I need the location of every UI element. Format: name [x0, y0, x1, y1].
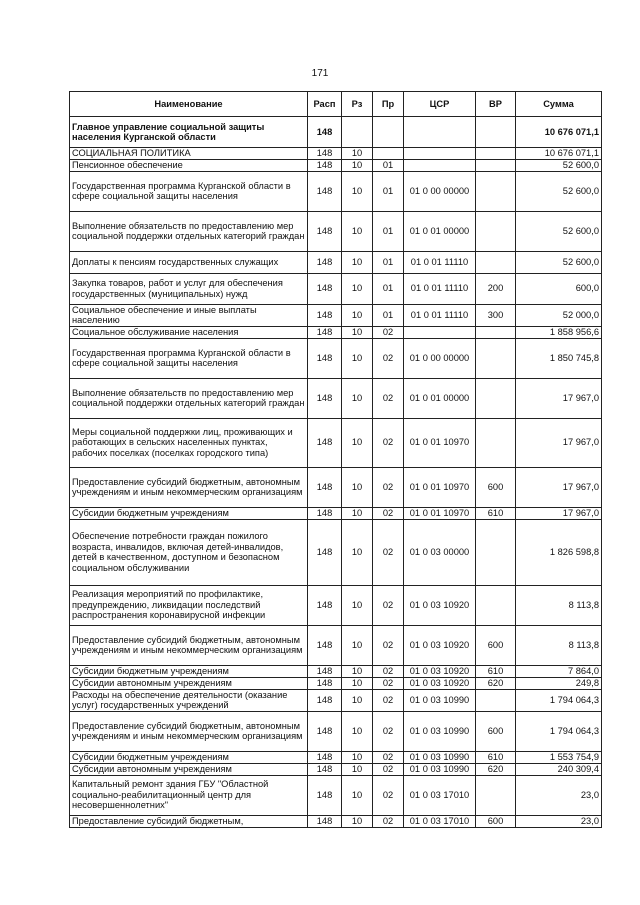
table-row [70, 751, 602, 763]
row-name: СОЦИАЛЬНАЯ ПОЛИТИКА [70, 148, 308, 160]
row-sum: 23,0 [516, 775, 602, 815]
row-rz: 10 [342, 763, 373, 775]
row-pr: 02 [373, 378, 404, 418]
table-row [70, 159, 602, 171]
row-sum: 52 600,0 [516, 251, 602, 273]
table-row [70, 625, 602, 665]
row-pr: 02 [373, 775, 404, 815]
row-pr: 02 [373, 689, 404, 711]
row-sum: 1 794 064,3 [516, 689, 602, 711]
row-vr: 600 [476, 815, 516, 827]
table-row [70, 304, 602, 326]
table-row [70, 467, 602, 507]
row-csr: 01 0 01 11110 [404, 273, 476, 304]
row-sum: 17 967,0 [516, 418, 602, 467]
header-vr: ВР [476, 92, 516, 117]
row-vr [476, 159, 516, 171]
row-sum: 1 553 754,9 [516, 751, 602, 763]
row-rz: 10 [342, 711, 373, 751]
row-rasp: 148 [308, 763, 342, 775]
row-sum: 8 113,8 [516, 625, 602, 665]
row-csr: 01 0 03 10920 [404, 585, 476, 625]
row-sum: 1 858 956,6 [516, 326, 602, 338]
row-vr [476, 378, 516, 418]
row-sum: 1 850 745,8 [516, 338, 602, 378]
row-sum: 52 600,0 [516, 211, 602, 251]
header-rasp: Расп [308, 92, 342, 117]
row-name: Главное управление социальной защиты населения Курганской области [70, 117, 308, 148]
row-csr: 01 0 03 10990 [404, 751, 476, 763]
row-name: Субсидии автономным учреждениям [70, 677, 308, 689]
row-csr: 01 0 01 10970 [404, 507, 476, 519]
row-rz: 10 [342, 665, 373, 677]
table-row [70, 171, 602, 211]
row-sum: 23,0 [516, 815, 602, 827]
row-rz: 10 [342, 689, 373, 711]
row-vr: 200 [476, 273, 516, 304]
row-rasp: 148 [308, 171, 342, 211]
row-vr: 620 [476, 763, 516, 775]
row-sum: 7 864,0 [516, 665, 602, 677]
row-name: Меры социальной поддержки лиц, проживающих и работающих в сельских населенных пунктах, рабочих поселках (поселках городского типа) [70, 418, 308, 467]
row-rz [342, 117, 373, 148]
row-pr: 02 [373, 507, 404, 519]
row-rz: 10 [342, 815, 373, 827]
row-vr: 600 [476, 711, 516, 751]
row-rz: 10 [342, 519, 373, 585]
row-name: Предоставление субсидий бюджетным, автономным учреждениям и иным некоммерческим организациям [70, 467, 308, 507]
row-rasp: 148 [308, 467, 342, 507]
row-rz: 10 [342, 751, 373, 763]
row-pr [373, 148, 404, 160]
row-rz: 10 [342, 585, 373, 625]
row-sum: 10 676 071,1 [516, 117, 602, 148]
row-csr [404, 326, 476, 338]
row-rasp: 148 [308, 148, 342, 160]
row-vr [476, 418, 516, 467]
row-vr [476, 148, 516, 160]
row-rasp: 148 [308, 251, 342, 273]
table-row [70, 815, 602, 827]
row-rasp: 148 [308, 665, 342, 677]
row-csr [404, 117, 476, 148]
row-rasp: 148 [308, 326, 342, 338]
row-vr: 620 [476, 677, 516, 689]
row-rasp: 148 [308, 815, 342, 827]
row-vr: 610 [476, 751, 516, 763]
row-rz: 10 [342, 775, 373, 815]
table-row [70, 378, 602, 418]
row-rasp: 148 [308, 211, 342, 251]
row-csr: 01 0 01 10970 [404, 467, 476, 507]
table-row [70, 418, 602, 467]
row-name: Пенсионное обеспечение [70, 159, 308, 171]
row-vr: 610 [476, 507, 516, 519]
row-rz: 10 [342, 625, 373, 665]
row-csr: 01 0 03 10920 [404, 677, 476, 689]
row-rasp: 148 [308, 519, 342, 585]
row-name: Субсидии бюджетным учреждениям [70, 751, 308, 763]
row-name: Государственная программа Курганской области в сфере социальной защиты населения [70, 171, 308, 211]
header-name: Наименование [70, 92, 308, 117]
table-header-row [70, 92, 602, 117]
row-csr: 01 0 03 17010 [404, 775, 476, 815]
table-row [70, 585, 602, 625]
row-vr [476, 689, 516, 711]
row-pr: 02 [373, 585, 404, 625]
row-rasp: 148 [308, 751, 342, 763]
row-pr: 02 [373, 751, 404, 763]
row-sum: 8 113,8 [516, 585, 602, 625]
row-vr [476, 338, 516, 378]
row-csr: 01 0 01 10970 [404, 418, 476, 467]
row-rasp: 148 [308, 273, 342, 304]
row-rasp: 148 [308, 507, 342, 519]
row-sum: 52 600,0 [516, 159, 602, 171]
row-rasp: 148 [308, 677, 342, 689]
row-csr: 01 0 01 11110 [404, 251, 476, 273]
row-name: Субсидии автономным учреждениям [70, 763, 308, 775]
row-pr: 02 [373, 711, 404, 751]
row-vr: 600 [476, 625, 516, 665]
row-sum: 1 826 598,8 [516, 519, 602, 585]
row-pr: 02 [373, 519, 404, 585]
row-csr: 01 0 03 10990 [404, 711, 476, 751]
row-rz: 10 [342, 338, 373, 378]
row-name: Выполнение обязательств по предоставлению мер социальной поддержки отдельных категорий граждан [70, 211, 308, 251]
row-vr [476, 519, 516, 585]
header-pr: Пр [373, 92, 404, 117]
table-row [70, 338, 602, 378]
table-row [70, 507, 602, 519]
row-name: Субсидии бюджетным учреждениям [70, 665, 308, 677]
row-sum: 17 967,0 [516, 467, 602, 507]
row-pr: 02 [373, 665, 404, 677]
table-row [70, 775, 602, 815]
row-rasp: 148 [308, 378, 342, 418]
row-vr: 610 [476, 665, 516, 677]
row-rz: 10 [342, 418, 373, 467]
row-csr: 01 0 03 10920 [404, 665, 476, 677]
row-pr: 02 [373, 418, 404, 467]
row-csr: 01 0 00 00000 [404, 338, 476, 378]
row-rz: 10 [342, 273, 373, 304]
row-pr: 02 [373, 625, 404, 665]
row-csr [404, 159, 476, 171]
row-rasp: 148 [308, 418, 342, 467]
row-vr [476, 251, 516, 273]
row-pr: 01 [373, 211, 404, 251]
row-sum: 600,0 [516, 273, 602, 304]
row-name: Социальное обеспечение и иные выплаты населению [70, 304, 308, 326]
table-row [70, 148, 602, 160]
table-row [70, 763, 602, 775]
row-name: Субсидии бюджетным учреждениям [70, 507, 308, 519]
row-rasp: 148 [308, 625, 342, 665]
row-pr: 01 [373, 251, 404, 273]
page-number: 171 [311, 68, 329, 79]
row-sum: 10 676 071,1 [516, 148, 602, 160]
row-vr [476, 117, 516, 148]
row-vr: 300 [476, 304, 516, 326]
row-pr: 02 [373, 338, 404, 378]
row-name: Предоставление субсидий бюджетным, автономным учреждениям и иным некоммерческим организациям [70, 625, 308, 665]
row-pr: 01 [373, 304, 404, 326]
row-sum: 52 600,0 [516, 171, 602, 211]
row-vr [476, 585, 516, 625]
row-name: Закупка товаров, работ и услуг для обеспечения государственных (муниципальных) нужд [70, 273, 308, 304]
row-pr: 02 [373, 326, 404, 338]
row-name: Государственная программа Курганской области в сфере социальной защиты населения [70, 338, 308, 378]
row-rz: 10 [342, 326, 373, 338]
row-pr [373, 117, 404, 148]
row-rz: 10 [342, 159, 373, 171]
table-row [70, 519, 602, 585]
row-rasp: 148 [308, 775, 342, 815]
row-name: Социальное обслуживание населения [70, 326, 308, 338]
row-pr: 02 [373, 467, 404, 507]
table-row [70, 273, 602, 304]
row-csr [404, 148, 476, 160]
row-rasp: 148 [308, 585, 342, 625]
row-rz: 10 [342, 211, 373, 251]
row-sum: 17 967,0 [516, 507, 602, 519]
row-name: Выполнение обязательств по предоставлению мер социальной поддержки отдельных категорий граждан [70, 378, 308, 418]
table-row [70, 117, 602, 148]
row-csr: 01 0 00 00000 [404, 171, 476, 211]
table-row [70, 251, 602, 273]
table-row [70, 326, 602, 338]
row-name: Предоставление субсидий бюджетным, [70, 815, 308, 827]
row-pr: 02 [373, 815, 404, 827]
row-csr: 01 0 03 10920 [404, 625, 476, 665]
row-rz: 10 [342, 171, 373, 211]
row-vr [476, 211, 516, 251]
row-rz: 10 [342, 304, 373, 326]
row-pr: 02 [373, 677, 404, 689]
row-name: Доплаты к пенсиям государственных служащих [70, 251, 308, 273]
row-sum: 249,8 [516, 677, 602, 689]
row-rasp: 148 [308, 159, 342, 171]
row-csr: 01 0 01 00000 [404, 378, 476, 418]
row-pr: 01 [373, 159, 404, 171]
row-sum: 17 967,0 [516, 378, 602, 418]
row-pr: 02 [373, 763, 404, 775]
table-row [70, 665, 602, 677]
row-csr: 01 0 03 17010 [404, 815, 476, 827]
row-rz: 10 [342, 467, 373, 507]
row-rz: 10 [342, 378, 373, 418]
row-rz: 10 [342, 507, 373, 519]
table-row [70, 711, 602, 751]
row-sum: 52 000,0 [516, 304, 602, 326]
row-name: Расходы на обеспечение деятельности (оказание услуг) государственных учреждений [70, 689, 308, 711]
header-sum: Сумма [516, 92, 602, 117]
row-vr [476, 326, 516, 338]
row-rasp: 148 [308, 117, 342, 148]
row-name: Капитальный ремонт здания ГБУ "Областной социально-реабилитационный центр для несовершеннолетних" [70, 775, 308, 815]
row-sum: 1 794 064,3 [516, 711, 602, 751]
header-csr: ЦСР [404, 92, 476, 117]
table-row [70, 211, 602, 251]
row-csr: 01 0 03 10990 [404, 689, 476, 711]
header-rz: Рз [342, 92, 373, 117]
row-vr [476, 775, 516, 815]
row-sum: 240 309,4 [516, 763, 602, 775]
row-csr: 01 0 01 11110 [404, 304, 476, 326]
row-pr: 01 [373, 273, 404, 304]
row-name: Предоставление субсидий бюджетным, автономным учреждениям и иным некоммерческим организациям [70, 711, 308, 751]
row-rasp: 148 [308, 689, 342, 711]
row-vr: 600 [476, 467, 516, 507]
row-rz: 10 [342, 677, 373, 689]
budget-table [69, 91, 602, 828]
row-rasp: 148 [308, 304, 342, 326]
row-csr: 01 0 03 10990 [404, 763, 476, 775]
table-row [70, 677, 602, 689]
row-rasp: 148 [308, 338, 342, 378]
row-name: Реализация мероприятий по профилактике, предупреждению, ликвидации последствий распространения коронавирусной инфекции [70, 585, 308, 625]
row-rz: 10 [342, 148, 373, 160]
row-rz: 10 [342, 251, 373, 273]
row-pr: 01 [373, 171, 404, 211]
row-csr: 01 0 01 00000 [404, 211, 476, 251]
row-rasp: 148 [308, 711, 342, 751]
row-vr [476, 171, 516, 211]
row-csr: 01 0 03 00000 [404, 519, 476, 585]
row-name: Обеспечение потребности граждан пожилого возраста, инвалидов, включая детей-инвалидов, детей в качественном, доступном и безопасном социальном обслуживании [70, 519, 308, 585]
table-row [70, 689, 602, 711]
